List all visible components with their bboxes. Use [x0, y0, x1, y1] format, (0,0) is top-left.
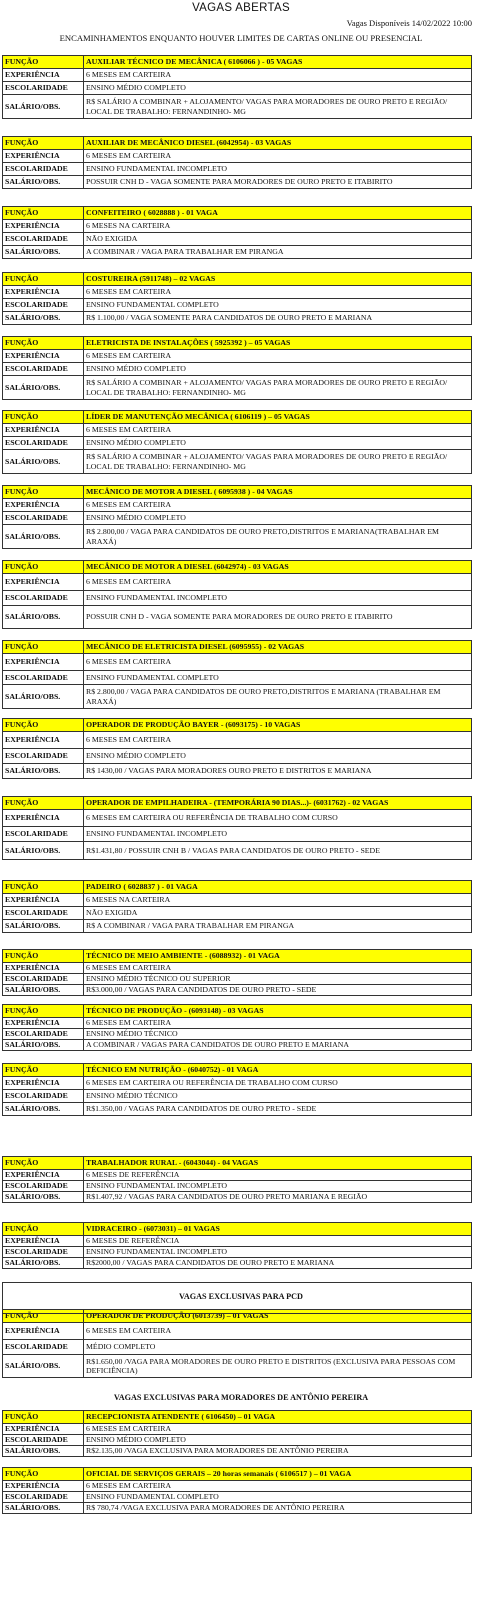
- job-table: [2, 796, 472, 860]
- job-row-escolaridade: [3, 1029, 472, 1040]
- job-table: [2, 1410, 472, 1457]
- job-row-salario: [3, 1503, 472, 1514]
- escolaridade-value: ENSINO FUNDAMENTAL INCOMPLETO: [84, 163, 472, 176]
- funcao-label: FUNÇÃO: [3, 561, 84, 574]
- salario-label: SALÁRIO/OBS.: [3, 1446, 84, 1457]
- job-table: [2, 206, 472, 259]
- job-row-salario: [3, 1103, 472, 1116]
- job-row-salario: [3, 1258, 472, 1269]
- escolaridade-label: ESCOLARIDADE: [3, 671, 84, 685]
- experiencia-value: 6 MESES EM CARTEIRA: [84, 69, 472, 82]
- funcao-value: COSTUREIRA (5911748) – 02 VAGAS: [84, 273, 472, 286]
- job-row-escolaridade: [3, 1435, 472, 1446]
- funcao-value: PADEIRO ( 6028837 ) - 01 VAGA: [84, 881, 472, 894]
- experiencia-label: EXPERIÊNCIA: [3, 654, 84, 671]
- experiencia-label: EXPERIÊNCIA: [3, 574, 84, 591]
- job-row-escolaridade: [3, 163, 472, 176]
- escolaridade-value: ENSINO FUNDAMENTAL INCOMPLETO: [84, 1247, 472, 1258]
- funcao-label: FUNÇÃO: [3, 273, 84, 286]
- funcao-label: FUNÇÃO: [3, 797, 84, 810]
- experiencia-value: 6 MESES NA CARTEIRA: [84, 220, 472, 233]
- salario-value: R$ SALÁRIO A COMBINAR + ALOJAMENTO/ VAGAS PARA MORADORES DE OURO PRETO E REGIÃO/ LOCAL DE TRABALHO: FERNANDINHO- MG: [84, 450, 472, 474]
- escolaridade-value: ENSINO MÉDIO COMPLETO: [84, 82, 472, 95]
- salario-value: R$ A COMBINAR / VAGA PARA TRABALHAR EM PIRANGA: [84, 920, 472, 933]
- salario-label: SALÁRIO/OBS.: [3, 1192, 84, 1203]
- job-row-escolaridade: [3, 1181, 472, 1192]
- experiencia-label: EXPERIÊNCIA: [3, 499, 84, 512]
- job-table: [2, 1309, 472, 1378]
- job-row-experiencia: [3, 1077, 472, 1090]
- job-table: [2, 1156, 472, 1203]
- escolaridade-value: ENSINO FUNDAMENTAL INCOMPLETO: [84, 591, 472, 606]
- job-row-funcao: [3, 1223, 472, 1236]
- escolaridade-value: ENSINO MÉDIO TÉCNICO: [84, 1029, 472, 1040]
- job-row-salario: [3, 312, 472, 325]
- job-row-salario: [3, 920, 472, 933]
- experiencia-label: EXPERIÊNCIA: [3, 1077, 84, 1090]
- escolaridade-label: ESCOLARIDADE: [3, 974, 84, 985]
- salario-label: SALÁRIO/OBS.: [3, 1503, 84, 1514]
- escolaridade-label: ESCOLARIDADE: [3, 1029, 84, 1040]
- job-table: [2, 272, 472, 325]
- job-row-experiencia: [3, 574, 472, 591]
- funcao-label: FUNÇÃO: [3, 56, 84, 69]
- job-row-experiencia: [3, 1018, 472, 1029]
- job-row-experiencia: [3, 424, 472, 437]
- job-row-escolaridade: [3, 1340, 472, 1355]
- experiencia-label: EXPERIÊNCIA: [3, 1323, 84, 1340]
- job-row-salario: [3, 1192, 472, 1203]
- job-row-escolaridade: [3, 82, 472, 95]
- job-row-experiencia: [3, 350, 472, 363]
- salario-value: R$ 780,74 /VAGA EXCLUSIVA PARA MORADORES DE ANTÔNIO PEREIRA: [84, 1503, 472, 1514]
- job-row-funcao: [3, 797, 472, 810]
- funcao-value: CONFEITEIRO ( 6028888 ) - 01 VAGA: [84, 207, 472, 220]
- escolaridade-label: ESCOLARIDADE: [3, 1435, 84, 1446]
- experiencia-label: EXPERIÊNCIA: [3, 1236, 84, 1247]
- escolaridade-label: ESCOLARIDADE: [3, 512, 84, 525]
- experiencia-value: 6 MESES EM CARTEIRA: [84, 574, 472, 591]
- job-row-funcao: [3, 1468, 472, 1481]
- funcao-value: AUXILIAR DE MECÂNICO DIESEL (6042954) - 03 VAGAS: [84, 137, 472, 150]
- experiencia-value: 6 MESES EM CARTEIRA: [84, 1323, 472, 1340]
- job-row-escolaridade: [3, 591, 472, 606]
- job-row-experiencia: [3, 220, 472, 233]
- salario-value: R$1.650,00 /VAGA PARA MORADORES DE OURO PRETO E DISTRITOS (EXCLUSIVA PARA PESSOAS COM DEFICIÊNCIA): [84, 1355, 472, 1378]
- experiencia-label: EXPERIÊNCIA: [3, 894, 84, 907]
- funcao-value: MECÂNICO DE MOTOR A DIESEL ( 6095938 ) - 04 VAGAS: [84, 486, 472, 499]
- escolaridade-label: ESCOLARIDADE: [3, 827, 84, 842]
- funcao-value: TRABALHADOR RURAL - (6043044) - 04 VAGAS: [84, 1157, 472, 1170]
- experiencia-label: EXPERIÊNCIA: [3, 1424, 84, 1435]
- job-row-experiencia: [3, 963, 472, 974]
- job-row-escolaridade: [3, 437, 472, 450]
- salario-label: SALÁRIO/OBS.: [3, 450, 84, 474]
- escolaridade-value: ENSINO MÉDIO COMPLETO: [84, 437, 472, 450]
- funcao-value: OFICIAL DE SERVIÇOS GERAIS – 20 horas semanais ( 6106517 ) – 01 VAGA: [84, 1468, 472, 1481]
- experiencia-label: EXPERIÊNCIA: [3, 963, 84, 974]
- experiencia-label: EXPERIÊNCIA: [3, 1170, 84, 1181]
- antonio-pereira-section-title: VAGAS EXCLUSIVAS PARA MORADORES DE ANTÔNIO PEREIRA: [113, 1393, 369, 1402]
- job-row-funcao: [3, 1411, 472, 1424]
- escolaridade-value: ENSINO FUNDAMENTAL INCOMPLETO: [84, 827, 472, 842]
- job-row-experiencia: [3, 69, 472, 82]
- experiencia-value: 6 MESES NA CARTEIRA: [84, 894, 472, 907]
- funcao-label: FUNÇÃO: [3, 337, 84, 350]
- funcao-value: OPERADOR DE PRODUÇÃO (6013739) – 01 VAGAS: [84, 1310, 472, 1323]
- salario-value: R$ SALÁRIO A COMBINAR + ALOJAMENTO/ VAGAS PARA MORADORES DE OURO PRETO E REGIÃO/ LOCAL DE TRABALHO: FERNANDINHO- MG: [84, 95, 472, 119]
- experiencia-value: 6 MESES EM CARTEIRA: [84, 499, 472, 512]
- job-row-salario: [3, 842, 472, 860]
- salario-label: SALÁRIO/OBS.: [3, 176, 84, 189]
- escolaridade-label: ESCOLARIDADE: [3, 1090, 84, 1103]
- experiencia-label: EXPERIÊNCIA: [3, 424, 84, 437]
- job-row-funcao: [3, 411, 472, 424]
- experiencia-value: 6 MESES EM CARTEIRA: [84, 1018, 472, 1029]
- job-row-experiencia: [3, 150, 472, 163]
- page-subtitle: ENCAMINHAMENTOS ENQUANTO HOUVER LIMITES DE CARTAS ONLINE OU PRESENCIAL: [59, 33, 423, 43]
- funcao-label: FUNÇÃO: [3, 486, 84, 499]
- job-row-funcao: [3, 881, 472, 894]
- funcao-label: FUNÇÃO: [3, 881, 84, 894]
- funcao-label: FUNÇÃO: [3, 1468, 84, 1481]
- job-row-funcao: [3, 273, 472, 286]
- job-row-experiencia: [3, 1323, 472, 1340]
- salario-value: R$ SALÁRIO A COMBINAR + ALOJAMENTO/ VAGAS PARA MORADORES DE OURO PRETO E REGIÃO/ LOCAL DE TRABALHO: FERNANDINHO- MG: [84, 376, 472, 400]
- salario-label: SALÁRIO/OBS.: [3, 246, 84, 259]
- job-row-experiencia: [3, 1424, 472, 1435]
- job-row-experiencia: [3, 810, 472, 827]
- job-table: [2, 485, 472, 549]
- funcao-label: FUNÇÃO: [3, 1064, 84, 1077]
- job-row-escolaridade: [3, 233, 472, 246]
- job-row-funcao: [3, 950, 472, 963]
- funcao-value: AUXILIAR TÉCNICO DE MECÂNICA ( 6106066 ) - 05 VAGAS: [84, 56, 472, 69]
- salario-value: R$ 2.800,00 / VAGA PARA CANDIDATOS DE OURO PRETO,DISTRITOS E MARIANA(TRABALHAR EM ARAXÁ): [84, 525, 472, 549]
- job-row-escolaridade: [3, 907, 472, 920]
- salario-label: SALÁRIO/OBS.: [3, 842, 84, 860]
- funcao-value: MECÂNICO DE ELETRICISTA DIESEL (6095955) - 02 VAGAS: [84, 641, 472, 654]
- experiencia-value: 6 MESES EM CARTEIRA: [84, 350, 472, 363]
- salario-label: SALÁRIO/OBS.: [3, 606, 84, 629]
- job-table: [2, 136, 472, 189]
- funcao-label: FUNÇÃO: [3, 1411, 84, 1424]
- escolaridade-label: ESCOLARIDADE: [3, 233, 84, 246]
- salario-value: R$1.350,00 / VAGAS PARA CANDIDATOS DE OURO PRETO - SEDE: [84, 1103, 472, 1116]
- salario-value: A COMBINAR / VAGAS PARA CANDIDATOS DE OURO PRETO E MARIANA: [84, 1040, 472, 1051]
- escolaridade-value: ENSINO MÉDIO TÉCNICO: [84, 1090, 472, 1103]
- funcao-label: FUNÇÃO: [3, 137, 84, 150]
- job-table: [2, 55, 472, 119]
- job-row-escolaridade: [3, 1090, 472, 1103]
- availability-date: Vagas Disponíveis 14/02/2022 10:00: [346, 18, 472, 28]
- experiencia-label: EXPERIÊNCIA: [3, 350, 84, 363]
- experiencia-label: EXPERIÊNCIA: [3, 286, 84, 299]
- escolaridade-label: ESCOLARIDADE: [3, 437, 84, 450]
- funcao-label: FUNÇÃO: [3, 641, 84, 654]
- job-row-escolaridade: [3, 749, 472, 764]
- job-row-funcao: [3, 641, 472, 654]
- job-table: [2, 718, 472, 779]
- job-row-escolaridade: [3, 827, 472, 842]
- escolaridade-label: ESCOLARIDADE: [3, 1181, 84, 1192]
- salario-label: SALÁRIO/OBS.: [3, 312, 84, 325]
- job-row-experiencia: [3, 1481, 472, 1492]
- salario-label: SALÁRIO/OBS.: [3, 764, 84, 779]
- escolaridade-label: ESCOLARIDADE: [3, 363, 84, 376]
- job-row-experiencia: [3, 1236, 472, 1247]
- funcao-value: ELETRICISTA DE INSTALAÇÕES ( 5925392 ) – 05 VAGAS: [84, 337, 472, 350]
- experiencia-value: 6 MESES EM CARTEIRA: [84, 1481, 472, 1492]
- escolaridade-value: ENSINO FUNDAMENTAL COMPLETO: [84, 299, 472, 312]
- job-row-experiencia: [3, 286, 472, 299]
- job-table: [2, 880, 472, 933]
- job-row-escolaridade: [3, 1247, 472, 1258]
- experiencia-value: 6 MESES DE REFERÊNCIA: [84, 1170, 472, 1181]
- escolaridade-value: ENSINO MÉDIO COMPLETO: [84, 512, 472, 525]
- job-row-salario: [3, 176, 472, 189]
- salario-value: POSSUIR CNH D - VAGA SOMENTE PARA MORADORES DE OURO PRETO E ITABIRITO: [84, 606, 472, 629]
- escolaridade-label: ESCOLARIDADE: [3, 907, 84, 920]
- salario-value: R$2000,00 / VAGAS PARA CANDIDATOS DE OURO PRETO E MARIANA: [84, 1258, 472, 1269]
- job-table: [2, 336, 472, 400]
- job-table: [2, 640, 472, 709]
- funcao-value: TÉCNICO EM NUTRIÇÃO - (6040752) - 01 VAGA: [84, 1064, 472, 1077]
- job-table: [2, 1222, 472, 1269]
- job-row-salario: [3, 376, 472, 400]
- escolaridade-value: ENSINO MÉDIO COMPLETO: [84, 1435, 472, 1446]
- escolaridade-label: ESCOLARIDADE: [3, 299, 84, 312]
- escolaridade-label: ESCOLARIDADE: [3, 82, 84, 95]
- salario-value: R$1.431,80 / POSSUIR CNH B / VAGAS PARA CANDIDATOS DE OURO PRETO - SEDE: [84, 842, 472, 860]
- funcao-value: TÉCNICO DE MEIO AMBIENTE - (6088932) - 01 VAGA: [84, 950, 472, 963]
- experiencia-value: 6 MESES EM CARTEIRA: [84, 286, 472, 299]
- experiencia-label: EXPERIÊNCIA: [3, 150, 84, 163]
- salario-label: SALÁRIO/OBS.: [3, 1103, 84, 1116]
- salario-value: R$3.000,00 / VAGAS PARA CANDIDATOS DE OURO PRETO - SEDE: [84, 985, 472, 996]
- escolaridade-value: NÃO EXIGIDA: [84, 907, 472, 920]
- salario-label: SALÁRIO/OBS.: [3, 685, 84, 709]
- job-row-salario: [3, 685, 472, 709]
- job-row-salario: [3, 985, 472, 996]
- job-table: [2, 560, 472, 629]
- job-row-funcao: [3, 56, 472, 69]
- escolaridade-value: ENSINO MÉDIO TÉCNICO OU SUPERIOR: [84, 974, 472, 985]
- job-row-funcao: [3, 1005, 472, 1018]
- funcao-label: FUNÇÃO: [3, 411, 84, 424]
- experiencia-value: 6 MESES EM CARTEIRA: [84, 654, 472, 671]
- escolaridade-value: ENSINO MÉDIO COMPLETO: [84, 363, 472, 376]
- job-row-salario: [3, 764, 472, 779]
- job-row-funcao: [3, 1157, 472, 1170]
- job-row-funcao: [3, 719, 472, 732]
- escolaridade-label: ESCOLARIDADE: [3, 749, 84, 764]
- funcao-label: FUNÇÃO: [3, 950, 84, 963]
- funcao-value: MECÂNICO DE MOTOR A DIESEL (6042974) - 03 VAGAS: [84, 561, 472, 574]
- escolaridade-value: NÃO EXIGIDA: [84, 233, 472, 246]
- experiencia-value: 6 MESES EM CARTEIRA OU REFERÊNCIA DE TRABALHO COM CURSO: [84, 1077, 472, 1090]
- experiencia-label: EXPERIÊNCIA: [3, 732, 84, 749]
- job-row-escolaridade: [3, 671, 472, 685]
- salario-label: SALÁRIO/OBS.: [3, 95, 84, 119]
- escolaridade-value: ENSINO FUNDAMENTAL COMPLETO: [84, 671, 472, 685]
- escolaridade-value: MÉDIO COMPLETO: [84, 1340, 472, 1355]
- salario-label: SALÁRIO/OBS.: [3, 1355, 84, 1378]
- funcao-label: FUNÇÃO: [3, 719, 84, 732]
- salario-label: SALÁRIO/OBS.: [3, 525, 84, 549]
- salario-value: R$ 2.800,00 / VAGA PARA CANDIDATOS DE OURO PRETO,DISTRITOS E MARIANA (TRABALHAR EM ARAXÁ): [84, 685, 472, 709]
- job-row-salario: [3, 450, 472, 474]
- salario-label: SALÁRIO/OBS.: [3, 376, 84, 400]
- experiencia-value: 6 MESES EM CARTEIRA: [84, 1424, 472, 1435]
- job-row-funcao: [3, 137, 472, 150]
- funcao-label: FUNÇÃO: [3, 1310, 84, 1323]
- job-table: [2, 1063, 472, 1116]
- job-row-escolaridade: [3, 1492, 472, 1503]
- job-row-salario: [3, 1355, 472, 1378]
- job-table: [2, 1004, 472, 1051]
- job-row-funcao: [3, 207, 472, 220]
- job-row-experiencia: [3, 1170, 472, 1181]
- salario-label: SALÁRIO/OBS.: [3, 985, 84, 996]
- job-row-funcao: [3, 1064, 472, 1077]
- experiencia-label: EXPERIÊNCIA: [3, 1481, 84, 1492]
- escolaridade-label: ESCOLARIDADE: [3, 1340, 84, 1355]
- job-row-experiencia: [3, 654, 472, 671]
- experiencia-value: 6 MESES DE REFERÊNCIA: [84, 1236, 472, 1247]
- job-row-escolaridade: [3, 299, 472, 312]
- salario-value: R$ 1.100,00 / VAGA SOMENTE PARA CANDIDATOS DE OURO PRETO E MARIANA: [84, 312, 472, 325]
- job-row-salario: [3, 525, 472, 549]
- job-row-funcao: [3, 486, 472, 499]
- job-row-salario: [3, 95, 472, 119]
- job-row-escolaridade: [3, 512, 472, 525]
- funcao-value: TÉCNICO DE PRODUÇÃO - (6093148) - 03 VAGAS: [84, 1005, 472, 1018]
- job-row-experiencia: [3, 732, 472, 749]
- funcao-label: FUNÇÃO: [3, 207, 84, 220]
- experiencia-value: 6 MESES EM CARTEIRA: [84, 963, 472, 974]
- page-title: VAGAS ABERTAS: [192, 2, 290, 14]
- experiencia-value: 6 MESES EM CARTEIRA: [84, 424, 472, 437]
- experiencia-label: EXPERIÊNCIA: [3, 69, 84, 82]
- job-table: [2, 1467, 472, 1514]
- funcao-value: OPERADOR DE PRODUÇÃO BAYER - (6093175) - 10 VAGAS: [84, 719, 472, 732]
- salario-value: R$ 1430,00 / VAGAS PARA MORADORES OURO PRETO E DISTRITOS E MARIANA: [84, 764, 472, 779]
- salario-label: SALÁRIO/OBS.: [3, 1040, 84, 1051]
- salario-value: R$1.407,92 / VAGAS PARA CANDIDATOS DE OURO PRETO MARIANA E REGIÃO: [84, 1192, 472, 1203]
- escolaridade-value: ENSINO MÉDIO COMPLETO: [84, 749, 472, 764]
- pcd-section-title: VAGAS EXCLUSIVAS PARA PCD: [179, 1292, 303, 1301]
- salario-value: R$2.135,00 /VAGA EXCLUSIVA PARA MORADORES DE ANTÔNIO PEREIRA: [84, 1446, 472, 1457]
- funcao-value: RECEPCIONISTA ATENDENTE ( 6106450) – 01 VAGA: [84, 1411, 472, 1424]
- escolaridade-value: ENSINO FUNDAMENTAL INCOMPLETO: [84, 1181, 472, 1192]
- job-row-escolaridade: [3, 974, 472, 985]
- experiencia-value: 6 MESES EM CARTEIRA OU REFERÊNCIA DE TRABALHO COM CURSO: [84, 810, 472, 827]
- experiencia-label: EXPERIÊNCIA: [3, 220, 84, 233]
- job-row-salario: [3, 1040, 472, 1051]
- escolaridade-label: ESCOLARIDADE: [3, 163, 84, 176]
- funcao-label: FUNÇÃO: [3, 1005, 84, 1018]
- job-table: [2, 410, 472, 474]
- escolaridade-label: ESCOLARIDADE: [3, 1492, 84, 1503]
- experiencia-label: EXPERIÊNCIA: [3, 810, 84, 827]
- salario-label: SALÁRIO/OBS.: [3, 1258, 84, 1269]
- salario-value: POSSUIR CNH D - VAGA SOMENTE PARA MORADORES DE OURO PRETO E ITABIRITO: [84, 176, 472, 189]
- job-row-experiencia: [3, 499, 472, 512]
- funcao-value: VIDRACEIRO - (6073031) – 01 VAGAS: [84, 1223, 472, 1236]
- escolaridade-value: ENSINO FUNDAMENTAL COMPLETO: [84, 1492, 472, 1503]
- job-row-experiencia: [3, 894, 472, 907]
- experiencia-value: 6 MESES EM CARTEIRA: [84, 732, 472, 749]
- salario-label: SALÁRIO/OBS.: [3, 920, 84, 933]
- job-row-salario: [3, 246, 472, 259]
- escolaridade-label: ESCOLARIDADE: [3, 591, 84, 606]
- experiencia-label: EXPERIÊNCIA: [3, 1018, 84, 1029]
- job-row-salario: [3, 1446, 472, 1457]
- salario-value: A COMBINAR / VAGA PARA TRABALHAR EM PIRANGA: [84, 246, 472, 259]
- experiencia-value: 6 MESES EM CARTEIRA: [84, 150, 472, 163]
- escolaridade-label: ESCOLARIDADE: [3, 1247, 84, 1258]
- job-row-funcao: [3, 561, 472, 574]
- funcao-value: LÍDER DE MANUTENÇÃO MECÂNICA ( 6106119 ) – 05 VAGAS: [84, 411, 472, 424]
- funcao-value: OPERADOR DE EMPILHADEIRA - (TEMPORÁRIA 90 DIAS...)- (6031762) - 02 VAGAS: [84, 797, 472, 810]
- job-table: [2, 949, 472, 996]
- job-row-funcao: [3, 337, 472, 350]
- job-row-escolaridade: [3, 363, 472, 376]
- job-row-salario: [3, 606, 472, 629]
- funcao-label: FUNÇÃO: [3, 1157, 84, 1170]
- funcao-label: FUNÇÃO: [3, 1223, 84, 1236]
